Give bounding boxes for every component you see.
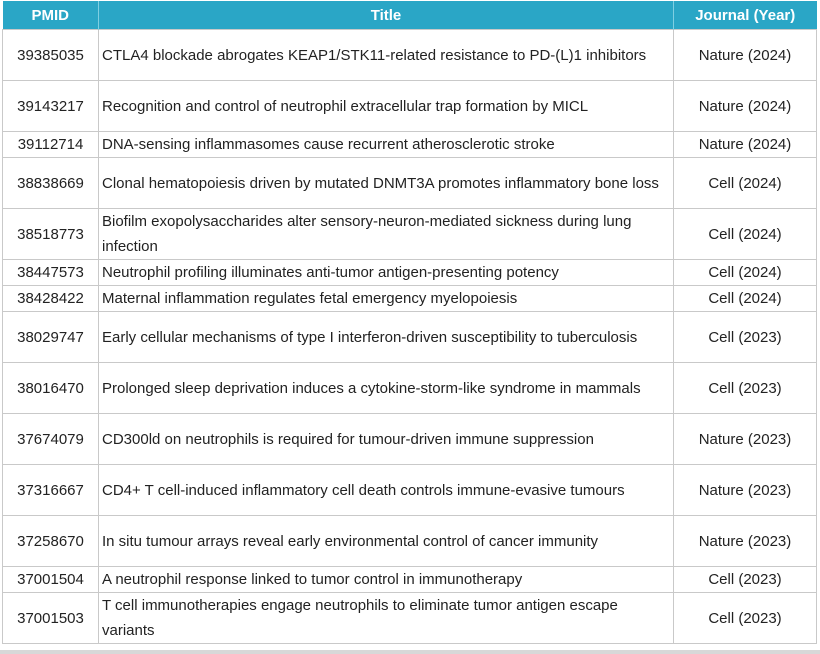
journal-cell: Cell (2024)	[674, 209, 817, 260]
journal-column-header: Journal (Year)	[674, 1, 817, 30]
title-cell: Neutrophil profiling illuminates anti-tumor antigen-presenting potency	[99, 260, 674, 286]
table-row	[3, 260, 817, 286]
table-row	[3, 132, 817, 158]
table-row	[3, 158, 817, 209]
journal-cell: Cell (2023)	[674, 567, 817, 593]
pmid-column-header: PMID	[3, 1, 99, 30]
table-header	[3, 1, 817, 30]
title-cell: In situ tumour arrays reveal early environmental control of cancer immunity	[99, 516, 674, 567]
table-row	[3, 209, 817, 260]
header-row	[3, 1, 817, 30]
journal-cell: Cell (2023)	[674, 363, 817, 414]
table-row	[3, 30, 817, 81]
table-row	[3, 312, 817, 363]
table-row	[3, 81, 817, 132]
pmid-cell: 39143217	[3, 81, 99, 132]
title-cell: Prolonged sleep deprivation induces a cytokine-storm-like syndrome in mammals	[99, 363, 674, 414]
table-row	[3, 516, 817, 567]
pmid-cell: 38838669	[3, 158, 99, 209]
journal-cell: Nature (2023)	[674, 516, 817, 567]
journal-cell: Nature (2024)	[674, 81, 817, 132]
pmid-cell: 37001504	[3, 567, 99, 593]
journal-cell: Cell (2024)	[674, 158, 817, 209]
title-cell: A neutrophil response linked to tumor control in immunotherapy	[99, 567, 674, 593]
title-cell: CTLA4 blockade abrogates KEAP1/STK11-related resistance to PD-(L)1 inhibitors	[99, 30, 674, 81]
journal-cell: Nature (2024)	[674, 132, 817, 158]
title-cell: Clonal hematopoiesis driven by mutated DNMT3A promotes inflammatory bone loss	[99, 158, 674, 209]
title-cell: DNA-sensing inflammasomes cause recurrent atherosclerotic stroke	[99, 132, 674, 158]
pmid-cell: 39112714	[3, 132, 99, 158]
journal-cell: Cell (2024)	[674, 286, 817, 312]
bottom-divider	[0, 650, 820, 654]
title-cell: T cell immunotherapies engage neutrophils to eliminate tumor antigen escape variants	[99, 593, 674, 644]
title-cell: CD300ld on neutrophils is required for tumour-driven immune suppression	[99, 414, 674, 465]
table-row	[3, 567, 817, 593]
journal-cell: Nature (2024)	[674, 30, 817, 81]
table-body	[3, 30, 817, 644]
pmid-cell: 39385035	[3, 30, 99, 81]
pmid-cell: 38016470	[3, 363, 99, 414]
title-cell: Recognition and control of neutrophil extracellular trap formation by MICL	[99, 81, 674, 132]
title-cell: CD4+ T cell-induced inflammatory cell death controls immune-evasive tumours	[99, 465, 674, 516]
journal-cell: Nature (2023)	[674, 465, 817, 516]
pmid-cell: 37258670	[3, 516, 99, 567]
pmid-cell: 37316667	[3, 465, 99, 516]
journal-cell: Cell (2023)	[674, 593, 817, 644]
table-row	[3, 465, 817, 516]
journal-cell: Cell (2024)	[674, 260, 817, 286]
journal-cell: Cell (2023)	[674, 312, 817, 363]
title-cell: Biofilm exopolysaccharides alter sensory-neuron-mediated sickness during lung infection	[99, 209, 674, 260]
pmid-cell: 38029747	[3, 312, 99, 363]
journal-cell: Nature (2023)	[674, 414, 817, 465]
title-column-header: Title	[99, 1, 674, 30]
title-cell: Early cellular mechanisms of type I interferon-driven susceptibility to tuberculosis	[99, 312, 674, 363]
table-row	[3, 286, 817, 312]
table-row	[3, 414, 817, 465]
table-row	[3, 363, 817, 414]
pmid-cell: 37001503	[3, 593, 99, 644]
publication-table	[2, 1, 817, 644]
pmid-cell: 38428422	[3, 286, 99, 312]
pmid-cell: 38447573	[3, 260, 99, 286]
table-row	[3, 593, 817, 644]
title-cell: Maternal inflammation regulates fetal emergency myelopoiesis	[99, 286, 674, 312]
pmid-cell: 38518773	[3, 209, 99, 260]
pmid-cell: 37674079	[3, 414, 99, 465]
